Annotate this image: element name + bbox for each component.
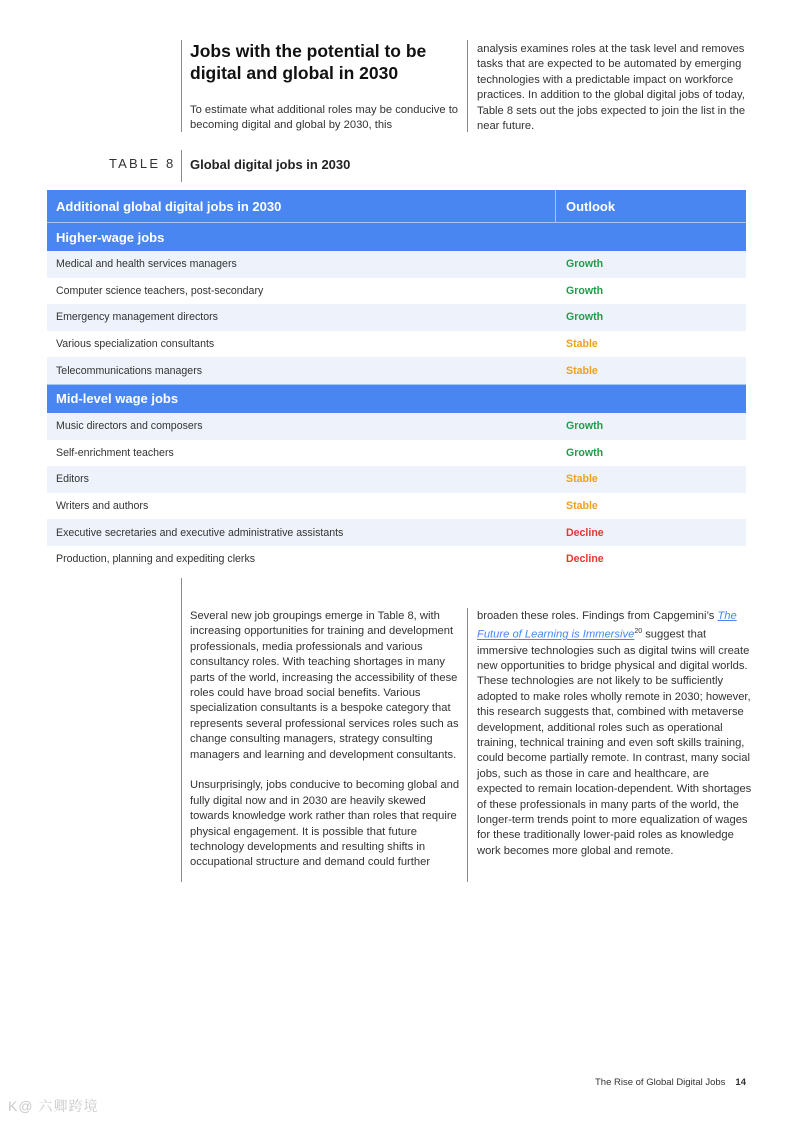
table-title: Global digital jobs in 2030 xyxy=(190,157,351,172)
job-title-cell: Emergency management directors xyxy=(56,311,218,324)
body-column-left xyxy=(190,609,462,871)
body-paragraph: Several new job groupings emerge in Table 8, with increasing opportunities for training and development professionals, media professionals and various consultancy roles. With teaching shortages in many parts of the world, increasing the accessibility of these roles could have broad social benefits. Various specialization consultants is a bespoke category that represents several professional services roles such as change consulting managers, strategy consulting managers and learning and development consultants. xyxy=(190,610,459,761)
job-title-cell: Editors xyxy=(56,473,89,486)
job-title-cell: Various specialization consultants xyxy=(56,338,215,351)
body-paragraph xyxy=(477,609,752,859)
body-divider-left xyxy=(181,578,182,882)
intro-divider-left xyxy=(181,40,182,132)
page-number: 14 xyxy=(735,1077,746,1088)
job-title-cell: Production, planning and expediting clerks xyxy=(56,553,256,566)
table-label-divider xyxy=(181,150,182,182)
global-digital-jobs-table xyxy=(47,190,746,573)
job-title-cell: Medical and health services managers xyxy=(56,258,237,271)
intro-divider-right xyxy=(467,40,468,132)
outlook-cell: Growth xyxy=(566,284,604,297)
footer-title: The Rise of Global Digital Jobs xyxy=(595,1077,726,1088)
table-row xyxy=(47,304,746,331)
outlook-cell: Decline xyxy=(566,526,604,539)
page-footer xyxy=(595,1077,746,1088)
body-column-right xyxy=(477,609,752,859)
intro-text-right: analysis examines roles at the task level and removes tasks that are expected to be automated by emerging technologies with a predictable impact on workforce practices. In addition to the global digital jobs of today, Table 8 sets out the jobs expected to join the list in the near future. xyxy=(477,43,746,133)
table-row xyxy=(47,357,746,384)
table-label: TABLE 8 xyxy=(109,156,176,171)
body-paragraph: Unsurprisingly, jobs conducive to becoming global and fully digital now and in 2030 are heavily skewed towards knowledge work rather than roles that require physical engagement. It is possible that future technology developments and resulting shifts in occupational structure and demand could further xyxy=(190,779,460,869)
table-row xyxy=(47,278,746,305)
table-row xyxy=(47,440,746,467)
outlook-cell: Stable xyxy=(566,500,598,513)
watermark-logo: K@ 六卿跨境 xyxy=(8,1098,99,1114)
table-row xyxy=(47,466,746,493)
section-heading: Jobs with the potential to be digital and global in 2030 xyxy=(190,41,427,83)
job-title-cell: Music directors and composers xyxy=(56,420,203,433)
table-row xyxy=(47,519,746,546)
outlook-cell: Decline xyxy=(566,553,604,566)
outlook-cell: Growth xyxy=(566,258,604,271)
header-outlook: Outlook xyxy=(566,198,616,214)
outlook-cell: Growth xyxy=(566,446,604,459)
table-body xyxy=(47,222,746,573)
footnote-ref: 20 xyxy=(634,628,643,636)
job-title-cell: Telecommunications managers xyxy=(56,364,203,377)
table-row xyxy=(47,493,746,520)
outlook-cell: Growth xyxy=(566,420,604,433)
job-title-cell: Executive secretaries and executive administrative assistants xyxy=(56,526,344,539)
body-divider-right xyxy=(467,608,468,882)
outlook-cell: Growth xyxy=(566,311,604,324)
table-row xyxy=(47,251,746,278)
table-row xyxy=(47,331,746,358)
table-row xyxy=(47,546,746,573)
header-jobs: Additional global digital jobs in 2030 xyxy=(47,190,556,222)
future-of-learning-link[interactable]: The Future of Learning is Immersive xyxy=(477,610,737,642)
intro-text-left: To estimate what additional roles may be conducive to becoming digital and global by 2030, this xyxy=(190,104,459,132)
table-header-row xyxy=(47,190,746,222)
job-title-cell: Computer science teachers, post-secondary xyxy=(56,284,264,297)
job-title-cell: Self-enrichment teachers xyxy=(56,446,174,459)
body-text-post: suggest that immersive technologies such as digital twins will create new opportunities to bridge physical and digital worlds. These technologies are not likely to be sufficiently adopted to make roles wholly remote in 2030; however, this research suggests that, combined with metaverse development, additional roles such as operational training, technical training and even soft skills training, could become partially remote. In contrast, many social jobs, such as those in care and healthcare, are expected to remain location-dependent. With shortages of these professionals in many parts of the world, the longer-term trends point to more equalization of wages for these traditionally lower-paid roles as knowledge work becomes more global and remote. xyxy=(477,629,752,857)
outlook-cell: Stable xyxy=(566,473,598,486)
body-text-pre: broaden these roles. Findings from Capgemini’s xyxy=(477,610,718,622)
table-group-row: Higher-wage jobs xyxy=(47,222,746,251)
table-group-row: Mid-level wage jobs xyxy=(47,384,746,413)
job-title-cell: Writers and authors xyxy=(56,500,149,513)
outlook-cell: Stable xyxy=(566,364,598,377)
table-row xyxy=(47,413,746,440)
outlook-cell: Stable xyxy=(566,338,598,351)
